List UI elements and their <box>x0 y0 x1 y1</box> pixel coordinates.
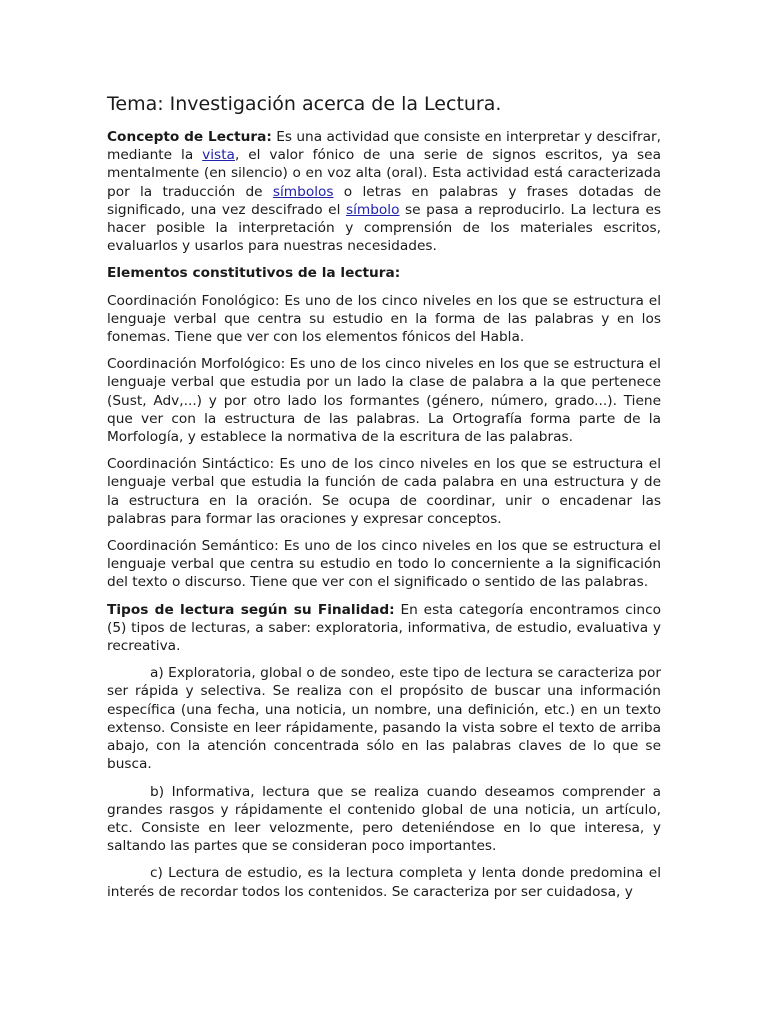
tipos-paragraph <box>107 601 661 656</box>
link-simbolo[interactable]: símbolo <box>345 201 400 218</box>
coordinacion-morfologico: Coordinación Morfológico: Es uno de los cinco niveles en los que se estructura el lenguaje verbal que estudia por un lado la clase de palabra a la que pertenece (Sust, Adv,...) y por otro lado los formantes (género, número, grado...). Tiene que ver con la estructura de las palabras. La Ortografía forma parte de la Morfología, y establece la normativa de la escritura de las palabras. <box>107 356 661 446</box>
link-vista[interactable]: vista <box>202 147 235 164</box>
item-exploratoria: a) Exploratoria, global o de sondeo, este tipo de lectura se caracteriza por ser rápida y selectiva. Se realiza con el propósito de buscar una información específica (una fecha, una noticia, un nombre, una definición, etc.) en un texto extenso. Consiste en leer rápidamente, pasando la vista sobre el texto de arriba abajo, con la atención concentrada sólo en las palabras claves de lo que se busca. <box>107 665 661 773</box>
concepto-text-1: Es una actividad que consiste en interpretar y descifrar, mediante la <box>107 129 661 164</box>
link-simbolos[interactable]: símbolos <box>272 183 334 200</box>
coordinacion-sintactico: Coordinación Sintáctico: Es uno de los cinco niveles en los que se estructura el lenguaje verbal que estudia la función de cada palabra en una estructura y de la estructura en la oración. Se ocupa de coordinar, unir o encadenar las palabras para formar las oraciones y expresar conceptos. <box>107 456 661 527</box>
elementos-heading: Elementos constitutivos de la lectura: <box>107 265 401 282</box>
item-estudio: c) Lectura de estudio, es la lectura completa y lenta donde predomina el interés de recordar todos los contenidos. Se caracteriza por ser cuidadosa, y <box>107 865 661 900</box>
item-informativa: b) Informativa, lectura que se realiza cuando deseamos comprender a grandes rasgos y rápidamente el contenido global de una noticia, un artículo, etc. Consiste en leer velozmente, pero deteniéndose en lo que interesa, y saltando las partes que se consideran poco importantes. <box>107 783 661 855</box>
concepto-text-2: , el valor fónico de una serie de signos escritos, ya sea mentalmente (en silencio) o en voz alta (oral). Esta actividad está caracterizada por la traducción de <box>107 147 661 200</box>
document-page <box>107 92 661 910</box>
coordinacion-fonologico: Coordinación Fonológico: Es uno de los cinco niveles en los que se estructura el lenguaje verbal que centra su estudio en la forma de las palabras y en los fonemas. Tiene que ver con los elementos fónicos del Habla. <box>107 292 661 346</box>
concepto-paragraph <box>107 128 661 255</box>
tipos-text: En esta categoría encontramos cinco (5) tipos de lecturas, a saber: exploratoria, informativa, de estudio, evaluativa y recreativa. <box>107 601 662 655</box>
tipos-label: Tipos de lectura según su Finalidad: <box>107 601 395 618</box>
concepto-label: Concepto de Lectura: <box>107 129 272 145</box>
concepto-text-4: se pasa a reproducirlo. La lectura es hacer posible la interpretación y comprensión de los materiales escritos, evaluarlos y usarlos para nuestras necesidades. <box>107 201 661 255</box>
coordinacion-semantico: Coordinación Semántico: Es uno de los cinco niveles en los que se estructura el lenguaje verbal que centra su estudio en todo lo concerniente a la significación del texto o discurso. Tiene que ver con el significado o sentido de las palabras. <box>107 538 661 591</box>
page-title: Tema: Investigación acerca de la Lectura. <box>107 93 502 115</box>
concepto-text-3: o letras en palabras y frases dotadas de significado, una vez descifrado el <box>107 183 661 218</box>
